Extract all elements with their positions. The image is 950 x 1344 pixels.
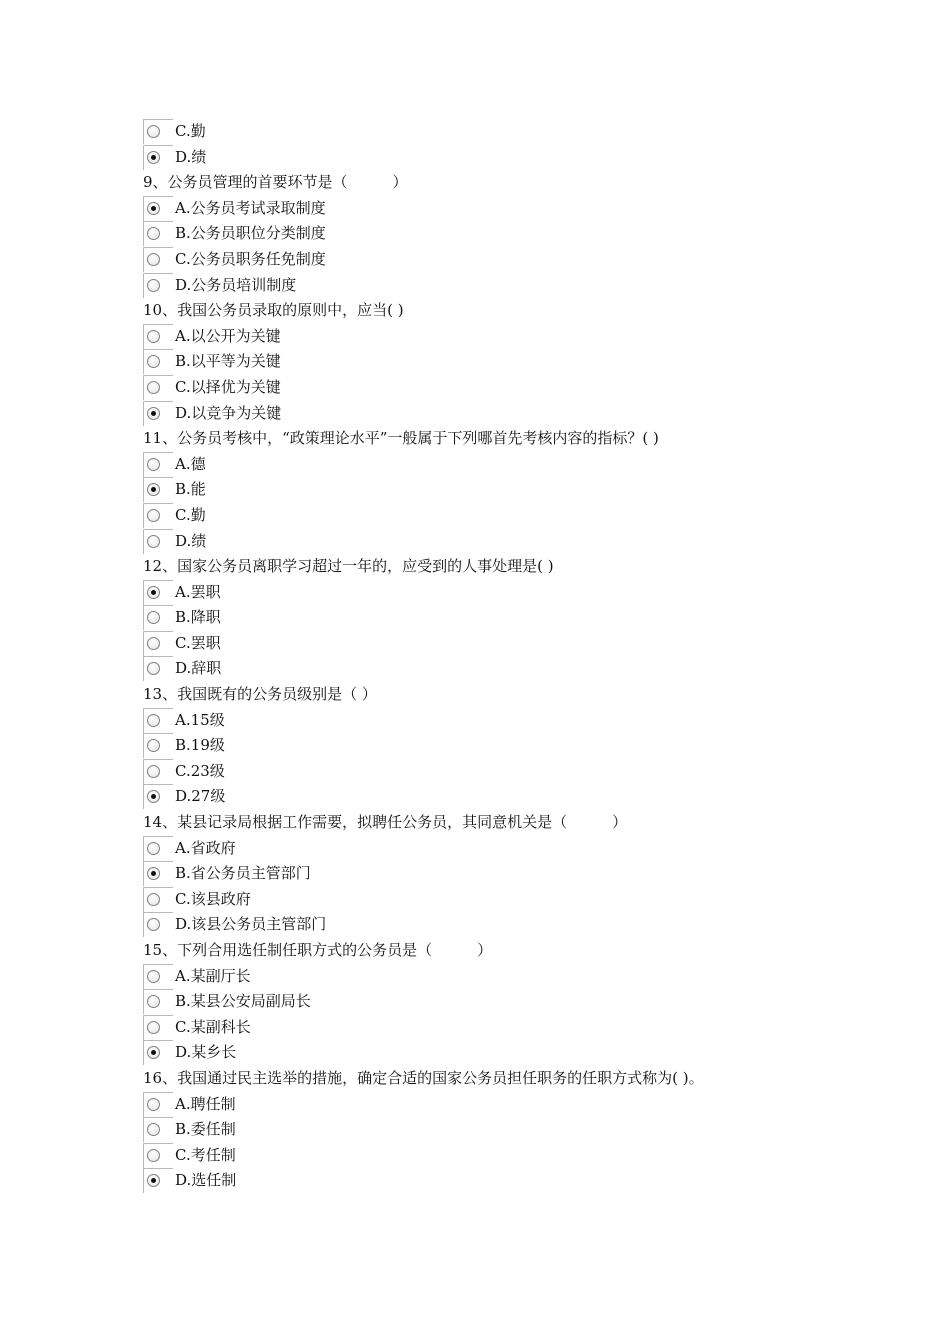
answer-option[interactable] bbox=[143, 196, 843, 222]
question-text: 15、下列合用选任制任职方式的公务员是（ ） bbox=[143, 941, 493, 959]
option-label: B.能 bbox=[175, 480, 206, 499]
option-label: B.省公务员主管部门 bbox=[175, 864, 311, 883]
option-label: C.公务员职务任免制度 bbox=[175, 249, 326, 268]
option-label: B.公务员职位分类制度 bbox=[175, 224, 326, 243]
radio-cell bbox=[143, 656, 173, 681]
answer-option[interactable] bbox=[143, 324, 843, 350]
question-text: 10、我国公务员录取的原则中，应当( ) bbox=[143, 301, 404, 320]
radio-cell bbox=[143, 1015, 173, 1040]
question-text: 9、公务员管理的首要环节是（ ） bbox=[143, 173, 408, 192]
answer-option[interactable] bbox=[143, 221, 843, 247]
radio-button[interactable] bbox=[147, 714, 160, 727]
radio-cell bbox=[143, 273, 173, 298]
radio-cell bbox=[143, 989, 173, 1014]
radio-button[interactable] bbox=[147, 842, 160, 855]
option-label: C.勤 bbox=[175, 505, 206, 524]
radio-button[interactable] bbox=[147, 995, 160, 1008]
option-label: C.以择优为关键 bbox=[175, 377, 281, 396]
radio-cell bbox=[143, 477, 173, 502]
radio-cell bbox=[143, 452, 173, 477]
answer-option[interactable] bbox=[143, 759, 843, 785]
option-label: B.委任制 bbox=[175, 1120, 236, 1139]
radio-cell bbox=[143, 119, 173, 144]
radio-button[interactable] bbox=[147, 739, 160, 752]
option-label: A.某副厅长 bbox=[175, 966, 251, 985]
answer-option[interactable] bbox=[143, 964, 843, 990]
radio-cell bbox=[143, 324, 173, 349]
option-label: A.德 bbox=[175, 454, 206, 473]
answer-option[interactable] bbox=[143, 861, 843, 887]
radio-cell bbox=[143, 733, 173, 758]
answer-option[interactable] bbox=[143, 349, 843, 375]
option-label: B.以平等为关键 bbox=[175, 352, 281, 371]
option-label: C.该县政府 bbox=[175, 889, 251, 908]
option-label: D.某乡长 bbox=[175, 1043, 237, 1062]
answer-option[interactable] bbox=[143, 1015, 843, 1041]
radio-button-checked[interactable] bbox=[147, 867, 160, 880]
radio-button[interactable] bbox=[147, 279, 160, 292]
option-label: A.15级 bbox=[175, 710, 225, 729]
radio-cell bbox=[143, 1117, 173, 1142]
answer-option[interactable] bbox=[143, 1040, 843, 1066]
radio-cell bbox=[143, 196, 173, 221]
option-label: D.选任制 bbox=[175, 1171, 237, 1190]
question-text: 11、公务员考核中，“政策理论水平”一般属于下列哪首先考核内容的指标？( ) bbox=[143, 429, 659, 448]
answer-option[interactable] bbox=[143, 401, 843, 427]
option-label: C.某副科长 bbox=[175, 1017, 251, 1036]
radio-button[interactable] bbox=[147, 970, 160, 983]
answer-option[interactable] bbox=[143, 605, 843, 631]
radio-cell bbox=[143, 1168, 173, 1193]
question-text: 16、我国通过民主选举的措施，确定合适的国家公务员担任职务的任职方式称为( )。 bbox=[143, 1068, 704, 1087]
option-label: C.考任制 bbox=[175, 1145, 236, 1164]
radio-cell bbox=[143, 221, 173, 246]
answer-option[interactable] bbox=[143, 733, 843, 759]
question-text: 14、某县记录局根据工作需要，拟聘任公务员，其同意机关是（ ） bbox=[143, 813, 628, 832]
radio-button[interactable] bbox=[147, 355, 160, 368]
radio-cell bbox=[143, 375, 173, 400]
radio-cell bbox=[143, 401, 173, 426]
radio-cell bbox=[143, 759, 173, 784]
option-label: A.以公开为关键 bbox=[175, 326, 281, 345]
radio-button[interactable] bbox=[147, 1149, 160, 1162]
answer-option[interactable] bbox=[143, 631, 843, 657]
radio-cell bbox=[143, 708, 173, 733]
radio-cell bbox=[143, 836, 173, 861]
option-label: C.勤 bbox=[175, 122, 206, 140]
radio-button-checked[interactable] bbox=[147, 1046, 160, 1059]
radio-cell bbox=[143, 349, 173, 374]
radio-button-checked[interactable] bbox=[147, 151, 160, 164]
radio-button[interactable] bbox=[147, 637, 160, 650]
radio-cell bbox=[143, 529, 173, 554]
answer-option[interactable] bbox=[143, 452, 843, 478]
answer-option[interactable] bbox=[143, 247, 843, 273]
answer-option[interactable] bbox=[143, 1168, 843, 1194]
radio-cell bbox=[143, 580, 173, 605]
option-label: D.辞职 bbox=[175, 659, 222, 678]
option-label: B.某县公安局副局长 bbox=[175, 992, 311, 1011]
answer-option[interactable] bbox=[143, 836, 843, 862]
answer-option[interactable] bbox=[143, 503, 843, 529]
radio-button[interactable] bbox=[147, 1123, 160, 1136]
answer-option[interactable] bbox=[143, 529, 843, 555]
radio-button-checked[interactable] bbox=[147, 483, 160, 496]
option-label: A.罢职 bbox=[175, 582, 221, 601]
option-label: B.19级 bbox=[175, 736, 225, 755]
answer-option[interactable] bbox=[143, 119, 843, 145]
radio-button[interactable] bbox=[147, 1098, 160, 1111]
radio-cell bbox=[143, 1040, 173, 1065]
option-label: D.绩 bbox=[175, 147, 207, 166]
radio-button[interactable] bbox=[147, 381, 160, 394]
question-text: 12、国家公务员离职学习超过一年的，应受到的人事处理是( ) bbox=[143, 557, 554, 576]
option-label: D.27级 bbox=[175, 787, 226, 806]
answer-option[interactable] bbox=[143, 477, 843, 503]
answer-option[interactable] bbox=[143, 784, 843, 810]
answer-option[interactable] bbox=[143, 145, 843, 171]
option-label: D.以竞争为关键 bbox=[175, 403, 282, 422]
answer-option[interactable] bbox=[143, 912, 843, 938]
radio-cell bbox=[143, 1143, 173, 1168]
option-label: D.绩 bbox=[175, 531, 207, 550]
radio-cell bbox=[143, 1092, 173, 1117]
radio-cell bbox=[143, 145, 173, 170]
answer-option[interactable] bbox=[143, 989, 843, 1015]
radio-cell bbox=[143, 964, 173, 989]
question-text: 13、我国既有的公务员级别是（ ） bbox=[143, 685, 377, 704]
radio-button[interactable] bbox=[147, 611, 160, 624]
radio-cell bbox=[143, 605, 173, 630]
answer-option[interactable] bbox=[143, 887, 843, 913]
radio-button[interactable] bbox=[147, 893, 160, 906]
radio-button-checked[interactable] bbox=[147, 790, 160, 803]
answer-option[interactable] bbox=[143, 656, 843, 682]
radio-cell bbox=[143, 784, 173, 809]
radio-button[interactable] bbox=[147, 458, 160, 471]
answer-option[interactable] bbox=[143, 708, 843, 734]
option-label: D.该县公务员主管部门 bbox=[175, 915, 327, 934]
answer-option[interactable] bbox=[143, 1092, 843, 1118]
radio-button[interactable] bbox=[147, 509, 160, 522]
radio-cell bbox=[143, 861, 173, 886]
radio-button[interactable] bbox=[147, 227, 160, 240]
option-label: D.公务员培训制度 bbox=[175, 275, 297, 294]
radio-cell bbox=[143, 247, 173, 272]
option-label: A.公务员考试录取制度 bbox=[175, 198, 326, 217]
radio-cell bbox=[143, 503, 173, 528]
radio-button-checked[interactable] bbox=[147, 1174, 160, 1187]
option-label: C.罢职 bbox=[175, 633, 221, 652]
quiz-page bbox=[143, 119, 843, 1194]
radio-button-checked[interactable] bbox=[147, 586, 160, 599]
option-label: B.降职 bbox=[175, 608, 221, 627]
radio-button[interactable] bbox=[147, 1021, 160, 1034]
answer-option[interactable] bbox=[143, 1117, 843, 1143]
radio-button[interactable] bbox=[147, 535, 160, 548]
answer-option[interactable] bbox=[143, 273, 843, 299]
radio-button[interactable] bbox=[147, 330, 160, 343]
answer-option[interactable] bbox=[143, 375, 843, 401]
radio-cell bbox=[143, 631, 173, 656]
option-label: C.23级 bbox=[175, 761, 225, 780]
radio-button[interactable] bbox=[147, 662, 160, 675]
radio-button[interactable] bbox=[147, 918, 160, 931]
answer-option[interactable] bbox=[143, 580, 843, 606]
option-label: A.省政府 bbox=[175, 838, 236, 857]
radio-button[interactable] bbox=[147, 125, 160, 138]
radio-button[interactable] bbox=[147, 253, 160, 266]
radio-button-checked[interactable] bbox=[147, 407, 160, 420]
option-label: A.聘任制 bbox=[175, 1094, 236, 1113]
radio-button-checked[interactable] bbox=[147, 202, 160, 215]
radio-cell bbox=[143, 887, 173, 912]
radio-cell bbox=[143, 912, 173, 937]
answer-option[interactable] bbox=[143, 1143, 843, 1169]
radio-button[interactable] bbox=[147, 765, 160, 778]
